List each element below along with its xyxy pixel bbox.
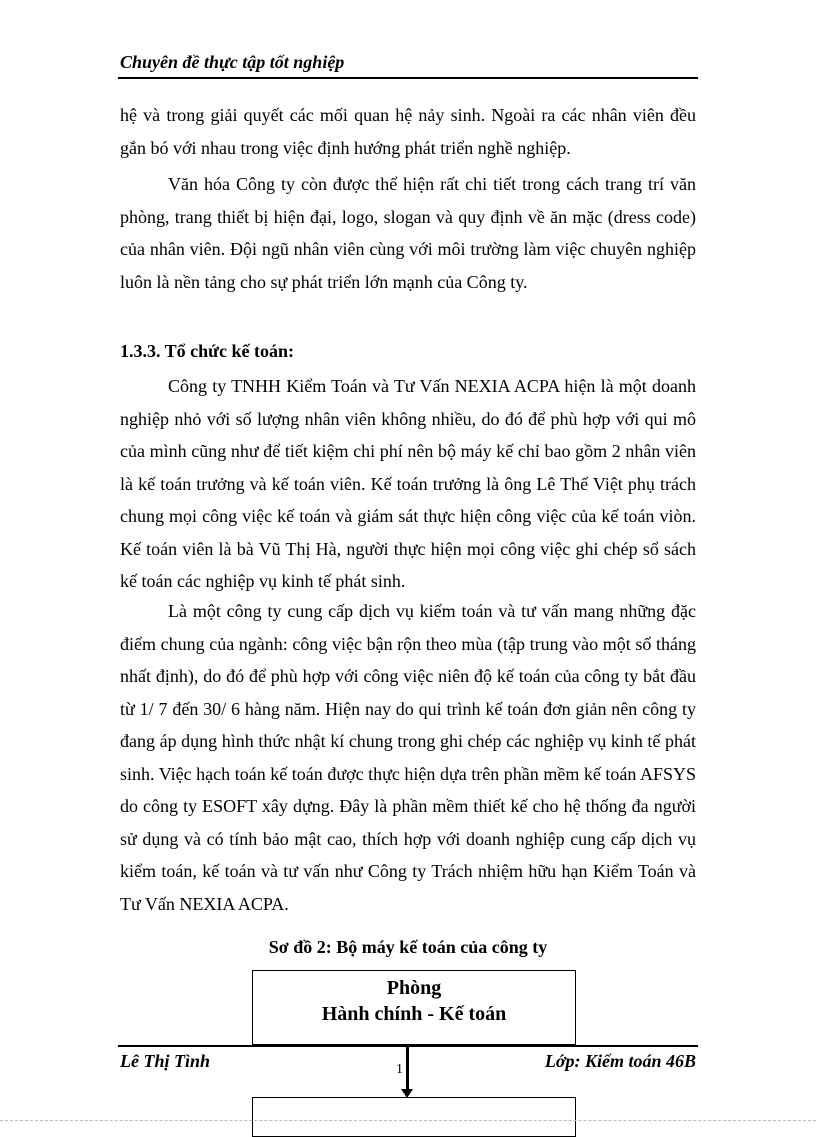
diagram-box-line1: Phòng (386, 977, 442, 999)
footer-class: Lớp: Kiểm toán 46B (544, 1051, 696, 1071)
diagram-connector (406, 1045, 409, 1091)
diagram-box-line2: Hành chính - Kế toán (321, 1003, 507, 1025)
paragraph-1: hệ và trong giải quyết các mối quan hệ nảy sinh. Ngoài ra các nhân viên đều gắn bó với nhau trong việc định hướng phát triển nghề nghiệp. (120, 105, 696, 158)
paragraph-4: Là một công ty cung cấp dịch vụ kiểm toán và tư vấn mang những đặc điểm chung của ngành: công việc bận rộn theo mùa (tập trung vào một số tháng nhất định), do đó để phù hợp với công việc niên độ kế toán của công ty bắt đầu từ 1/ 7 đến 30/ 6 hàng năm. Hiện nay do qui trình kế toán đơn giản nên công ty đang áp dụng hình thức nhật kí chung trong ghi chép các nghiệp vụ kinh tế phát sinh. Việc hạch toán kế toán được thực hiện dựa trên phần mềm kế toán AFSYS do công ty ESOFT xây dựng. Đây là phần mềm thiết kế cho hệ thống đa người sử dụng và có tính bảo mật cao, thích hợp với doanh nghiệp cung cấp dịch vụ kiểm toán, kế toán và tư vấn như Công ty Trách nhiệm hữu hạn Kiểm Toán và Tư Vấn NEXIA ACPA. (120, 601, 696, 914)
diagram-caption: Sơ đồ 2: Bộ máy kế toán của công ty (268, 937, 548, 957)
footer-divider (118, 1045, 698, 1047)
document-header-title: Chuyên đề thực tập tốt nghiệp (120, 52, 345, 72)
paragraph-2: Văn hóa Công ty còn được thể hiện rất chi tiết trong cách trang trí văn phòng, trang thiết bị hiện đại, logo, slogan và quy định về ăn mặc (dress code) của nhân viên. Đội ngũ nhân viên cùng với môi trường làm việc chuyên nghiệp luôn là nền tảng cho sự phát triển lớn mạnh của Công ty. (120, 174, 696, 292)
diagram-box-lower (252, 1097, 576, 1137)
page-break-line (0, 1120, 816, 1121)
header-divider (118, 77, 698, 79)
paragraph-3: Công ty TNHH Kiểm Toán và Tư Vấn NEXIA ACPA hiện là một doanh nghiệp nhỏ với số lượng nhân viên không nhiều, do đó để phù hợp với qui mô của mình cũng như để tiết kiệm chi phí nên bộ máy kế chỉ bao gồm 2 nhân viên là kế toán trưởng và kế toán viên. Kế toán trưởng là ông Lê Thế Việt phụ trách chung mọi công việc kế toán và giám sát thực hiện công việc của kế toán viòn. Kế toán viên là bà Vũ Thị Hà, người thực hiện mọi công việc ghi chép sổ sách kế toán các nghiệp vụ kinh tế phát sinh. (120, 376, 696, 591)
diagram-box-department (252, 970, 576, 1045)
footer-author: Lê Thị Tình (120, 1051, 211, 1071)
section-heading: 1.3.3. Tổ chức kế toán: (120, 341, 294, 361)
page-number: 1 (396, 1062, 403, 1077)
